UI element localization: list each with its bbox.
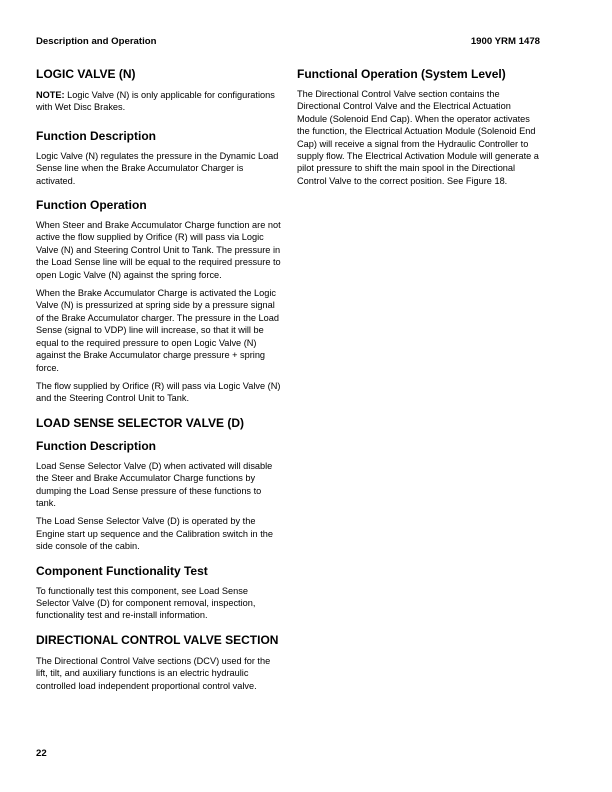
load-sense-selector-heading: LOAD SENSE SELECTOR VALVE (D) [36, 415, 245, 430]
functional-operation-system-heading: Functional Operation (System Level) [297, 67, 506, 81]
component-functionality-test-text: To functionally test this component, see Load Sense Selector Valve (D) for component removal, inspection, functionality test and re-install information. [36, 585, 256, 621]
function-operation-paragraph-3: The flow supplied by Orifice (R) will pass via Logic Valve (N) and the Steering Control Unit to Tank. [36, 380, 281, 404]
function-description-heading: Function Description [36, 128, 156, 143]
component-functionality-test-heading: Component Functionality Test [36, 563, 208, 578]
function-operation-heading: Function Operation [36, 198, 147, 213]
directional-control-valve-text: The Directional Control Valve sections (DCV) used for the lift, tilt, and auxiliary functions is an electric hydraulic controlled load independent proportional control valve. [36, 655, 271, 691]
directional-control-valve-heading: DIRECTIONAL CONTROL VALVE SECTION [36, 632, 279, 647]
note-label: NOTE: [36, 90, 65, 100]
lss-paragraph-1: Load Sense Selector Valve (D) when activated will disable the Steer and Brake Accumulator Charge functions by dumping the Load Sense pressure of these functions to tank. [36, 460, 273, 508]
left-column [36, 66, 282, 698]
function-operation-paragraph-2: When the Brake Accumulator Charge is activated the Logic Valve (N) is pressurized at spring side by a pressure signal of the Brake Accumulator charger. The pressure in the Load Sense (signal to VDP) line will increase, so that it will be equal to the required pressure to open Logic Valve (N) against the Brake Accumulator charge pressure + spring force. [36, 288, 279, 373]
function-description-text: Logic Valve (N) regulates the pressure in the Dynamic Load Sense line when the Brake Accumulator Charger is activated. [36, 150, 279, 186]
logic-valve-heading: LOGIC VALVE (N) [36, 67, 136, 81]
functional-operation-system-text: The Directional Control Valve section contains the Directional Control Valve and the Electrical Actuation Module (Solenoid End Cap). When the operator activates the function, the Electrical Actuation Module (Solenoid End Cap) will receive a signal from the Hydraulic Controller to supply flow. The Electrical Activation Module will generate a pilot pressure to shift the main spool in the Directional Control Valve to the correct position. See Figure 18. [297, 89, 539, 186]
right-column [297, 66, 543, 193]
lss-function-description-heading: Function Description [36, 438, 156, 453]
note-paragraph [36, 89, 282, 114]
running-header-doc-number: 1900 YRM 1478 [470, 36, 540, 47]
lss-paragraph-2: The Load Sense Selector Valve (D) is operated by the Engine start up sequence and the Calibration switch in the side console of the cabin. [36, 516, 273, 552]
function-operation-paragraph-1: When Steer and Brake Accumulator Charge function are not active the flow supplied by Orifice (R) will pass via Logic Valve (N) and Steering Control Unit to Tank. The pressure in the Load Sense line will be equal to the required pressure to open Logic Valve (N) against the spring force. [36, 220, 281, 280]
running-header-section: Description and Operation [36, 36, 157, 47]
page-number: 22 [36, 748, 47, 759]
note-text: Logic Valve (N) is only applicable for configurations with Wet Disc Brakes. [36, 90, 275, 113]
